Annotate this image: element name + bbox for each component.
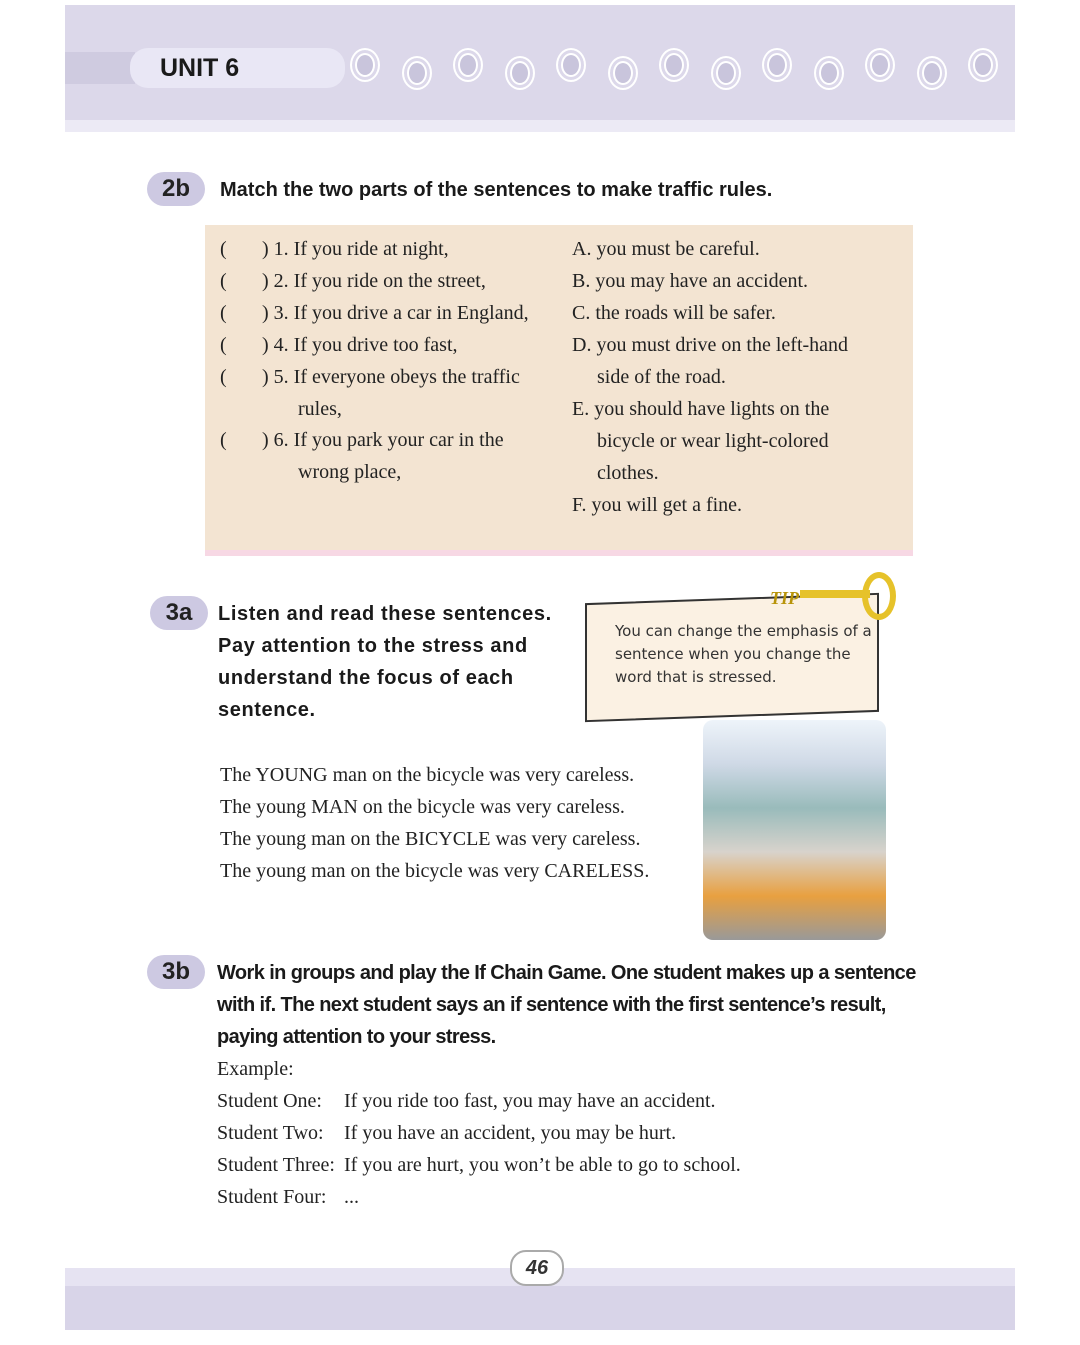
- answer-paren: (: [220, 334, 227, 356]
- student-label: Student One:: [217, 1090, 322, 1112]
- sentence-start: ) 6. If you park your car in the: [262, 429, 504, 451]
- sentence-end: F. you will get a fine.: [572, 494, 743, 516]
- ring-decoration: [711, 56, 741, 90]
- instruction-2b: Match the two parts of the sentences to make traffic rules.: [220, 179, 773, 201]
- instruction-3b-line: Work in groups and play the If Chain Game. One student makes up a sentence: [217, 962, 916, 984]
- badge-2b: 2b: [147, 172, 205, 206]
- sentence-start: ) 2. If you ride on the street,: [262, 270, 486, 292]
- answer-paren: (: [220, 366, 227, 388]
- sentence-end: clothes.: [597, 462, 659, 484]
- ring-decoration: [453, 48, 483, 82]
- instruction-3a-line: understand the focus of each: [218, 667, 514, 689]
- sentence-end: E. you should have lights on the: [572, 398, 830, 420]
- ring-decoration: [865, 48, 895, 82]
- answer-paren: (: [220, 238, 227, 260]
- ring-decoration: [556, 48, 586, 82]
- sentence-start-cont: rules,: [298, 398, 342, 420]
- student-label: Student Four:: [217, 1186, 327, 1208]
- sentence-end: bicycle or wear light-colored: [597, 430, 829, 452]
- instruction-3b-line: paying attention to your stress.: [217, 1026, 496, 1048]
- ring-decoration: [608, 56, 638, 90]
- badge-3a: 3a: [150, 596, 208, 630]
- sentence-end: D. you must drive on the left-hand: [572, 334, 849, 356]
- instruction-3a-line: Listen and read these sentences.: [218, 603, 552, 625]
- sentence-end: B. you may have an accident.: [572, 270, 809, 292]
- sentence-end: C. the roads will be safer.: [572, 302, 776, 324]
- tip-label: TIP: [770, 588, 799, 608]
- sentence-start: ) 5. If everyone obeys the traffic: [262, 366, 520, 388]
- ring-decoration: [659, 48, 689, 82]
- unit-tab-shadow: [65, 52, 135, 84]
- answer-paren: (: [220, 270, 227, 292]
- instruction-3a-line: Pay attention to the stress and: [218, 635, 528, 657]
- badge-3b: 3b: [147, 955, 205, 989]
- stress-sentence: The young man on the BICYCLE was very careless.: [220, 828, 641, 850]
- key-ring-icon: [862, 572, 896, 620]
- traffic-illustration: [703, 720, 886, 940]
- student-sentence: ...: [344, 1186, 359, 1208]
- ring-decoration: [968, 48, 998, 82]
- stress-sentence: The YOUNG man on the bicycle was very careless.: [220, 764, 635, 786]
- student-sentence: If you have an accident, you may be hurt.: [344, 1122, 677, 1144]
- instruction-3a-line: sentence.: [218, 699, 316, 721]
- ring-decoration: [917, 56, 947, 90]
- student-label: Student Two:: [217, 1122, 324, 1144]
- student-label: Student Three:: [217, 1154, 335, 1176]
- sentence-end: A. you must be careful.: [572, 238, 760, 260]
- stress-sentence: The young man on the bicycle was very CARELESS.: [220, 860, 650, 882]
- ring-decoration: [350, 48, 380, 82]
- stress-sentence: The young MAN on the bicycle was very careless.: [220, 796, 625, 818]
- key-icon: [800, 590, 870, 598]
- answer-paren: (: [220, 429, 227, 451]
- ring-decoration: [762, 48, 792, 82]
- answer-paren: (: [220, 302, 227, 324]
- ring-decoration: [814, 56, 844, 90]
- sentence-end: side of the road.: [597, 366, 726, 388]
- sentence-start-cont: wrong place,: [298, 461, 402, 483]
- unit-title: UNIT 6: [130, 48, 345, 88]
- example-label: Example:: [217, 1058, 294, 1080]
- ring-decoration: [402, 56, 432, 90]
- page-number: 46: [510, 1250, 564, 1286]
- sentence-start: ) 1. If you ride at night,: [262, 238, 449, 260]
- student-sentence: If you ride too fast, you may have an accident.: [344, 1090, 716, 1112]
- header-strip: [65, 120, 1015, 132]
- sentence-start: ) 4. If you drive too fast,: [262, 334, 458, 356]
- tip-text: You can change the emphasis of a sentence when you change the word that is stressed.: [615, 622, 872, 686]
- ring-decoration: [505, 56, 535, 90]
- student-sentence: If you are hurt, you won’t be able to go to school.: [344, 1154, 741, 1176]
- instruction-3b-line: with if. The next student says an if sentence with the first sentence’s result,: [217, 994, 886, 1016]
- sentence-start: ) 3. If you drive a car in England,: [262, 302, 529, 324]
